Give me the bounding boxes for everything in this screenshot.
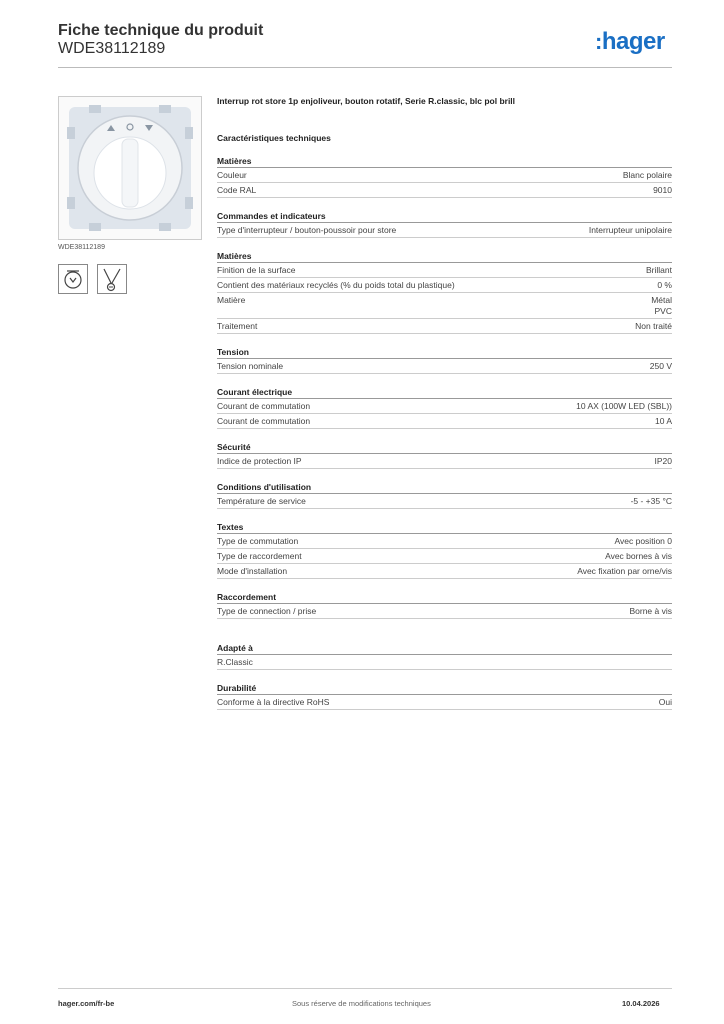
group-title: Adapté à xyxy=(217,643,672,655)
header-divider xyxy=(58,67,672,68)
spec-row: Traitement Non traité xyxy=(217,319,672,334)
group-title: Textes xyxy=(217,522,672,534)
spec-row: Couleur Blanc polaire xyxy=(217,168,672,183)
group-title: Courant électrique xyxy=(217,387,672,399)
group-title: Raccordement xyxy=(217,592,672,604)
spec-row: Code RAL 9010 xyxy=(217,183,672,198)
group-title: Matières xyxy=(217,156,672,168)
spec-row: Courant de commutation 10 AX (100W LED (SBL)) xyxy=(217,399,672,414)
group-title: Durabilité xyxy=(217,683,672,695)
screw-terminal-icon xyxy=(97,264,127,294)
spec-table xyxy=(217,96,672,710)
spec-heading: Caractéristiques techniques xyxy=(217,133,331,143)
spec-row: Matière Métal PVC xyxy=(217,293,672,319)
spec-row: Tension nominale 250 V xyxy=(217,359,672,374)
spec-row: Finition de la surface Brillant xyxy=(217,263,672,278)
spec-row: Courant de commutation 10 A xyxy=(217,414,672,429)
spec-row: Type de raccordement Avec bornes à vis xyxy=(217,549,672,564)
spec-row: Mode d'installation Avec fixation par orne/vis xyxy=(217,564,672,579)
product-image xyxy=(58,96,202,240)
group-title: Matières xyxy=(217,251,672,263)
spec-row: Type de connection / prise Borne à vis xyxy=(217,604,672,619)
spec-row: Contient des matériaux recyclés (% du poids total du plastique) 0 % xyxy=(217,278,672,293)
footer-disclaimer: Sous réserve de modifications techniques xyxy=(292,999,431,1008)
timer-icon xyxy=(58,264,88,294)
footer-date: 10.04.2026 xyxy=(622,999,660,1008)
spec-row: Type d'interrupteur / bouton-poussoir pour store Interrupteur unipolaire xyxy=(217,223,672,238)
spec-row: Conforme à la directive RoHS Oui xyxy=(217,695,672,710)
spec-row: Type de commutation Avec position 0 xyxy=(217,534,672,549)
page-title: Fiche technique du produit xyxy=(58,22,264,39)
spec-row: R.Classic xyxy=(217,655,672,670)
group-title: Commandes et indicateurs xyxy=(217,211,672,223)
hager-logo: :hager xyxy=(595,28,665,55)
image-caption: WDE38112189 xyxy=(58,244,105,251)
group-title: Sécurité xyxy=(217,442,672,454)
group-title: Conditions d'utilisation xyxy=(217,482,672,494)
footer-divider xyxy=(58,988,672,989)
product-description: Interrup rot store 1p enjoliveur, bouton rotatif, Serie R.classic, blc pol brill xyxy=(217,96,516,106)
product-reference: WDE38112189 xyxy=(58,40,166,57)
spec-row: Indice de protection IP IP20 xyxy=(217,454,672,469)
spec-row: Température de service -5 - +35 °C xyxy=(217,494,672,509)
logo-text: hager xyxy=(601,28,665,55)
footer-website[interactable]: hager.com/fr-be xyxy=(58,999,115,1008)
group-title: Tension xyxy=(217,347,672,359)
